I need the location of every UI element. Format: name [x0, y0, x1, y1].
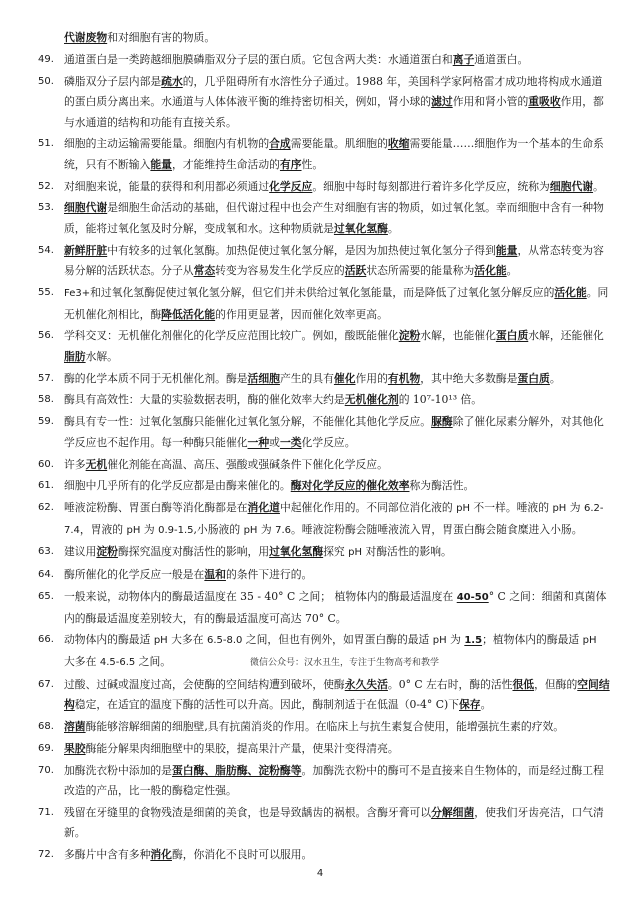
keyword-highlight: 能量 [150, 157, 172, 171]
text-segment: 不一样。唾液的 [470, 501, 553, 515]
keyword-highlight: 活化能 [554, 286, 587, 300]
item-number: 68. [38, 720, 54, 732]
text-segment: 。 [506, 264, 518, 278]
item-number: 53. [38, 202, 54, 214]
text-segment: 建议用 [64, 545, 97, 559]
item-text [64, 393, 482, 406]
keyword-highlight: 细胞代谢 [64, 201, 108, 215]
text-segment: 。0° C 左右时，酶的活性 [387, 677, 513, 691]
continuation-text [38, 28, 610, 49]
item-text [64, 678, 610, 712]
text-segment: 对细胞来说，能量的获得和利用都必须通过 [64, 179, 270, 193]
item-text [64, 53, 528, 66]
text-segment: 作用的 [355, 371, 388, 385]
text-segment: ° C 之间：细菌和真菌体内的酶最适温度差别较大，有的酶最适温度可高达 70° C。 [64, 590, 607, 625]
keyword-highlight: 无机 [85, 457, 108, 471]
text-segment: 酶具有高效性：大量的实验数据表明，酶的催化效率大约是 [64, 393, 345, 407]
list-item [38, 198, 610, 239]
text-segment: ，胃液的 [79, 522, 127, 536]
item-text [64, 180, 604, 193]
text-segment: 。加酶洗衣粉中的酶可不是直接来自生物体的，而是经过酶工程改造的产品，比一般的酶稳定性强。 [64, 763, 604, 798]
list-item [38, 717, 610, 738]
item-text [64, 329, 604, 363]
item-number: 63. [38, 546, 54, 558]
keyword-highlight: 催化 [333, 371, 356, 385]
item-number: 57. [38, 372, 54, 384]
list-item [38, 761, 610, 802]
text-segment: 水解，也能催化 [420, 329, 496, 343]
text-segment: 作用，都与水通道的结构和功能有直接关系。 [64, 95, 604, 129]
item-number: 55. [38, 287, 54, 299]
item-text [64, 458, 388, 471]
text-segment: 产生的具有 [279, 371, 334, 385]
keyword-highlight: 淀粉 [96, 545, 118, 559]
item-text [64, 372, 561, 385]
text-segment: 过酸、过碱或温度过高，会使酶的空间结构遭到破坏，使酶 [64, 677, 345, 691]
text-segment: 转变为容易发生化学反应的 [215, 264, 345, 278]
item-text [64, 633, 597, 668]
item-number: 50. [38, 75, 54, 87]
item-number: 52. [38, 180, 54, 192]
list-item [38, 369, 610, 390]
list-item [38, 72, 610, 134]
keyword-highlight: 1.5 [464, 635, 483, 647]
keyword-highlight: 重吸收 [528, 95, 561, 109]
list-item [38, 675, 610, 716]
keyword-highlight: 细胞代谢 [549, 179, 594, 193]
keyword-highlight: 过氧化氢酶 [333, 221, 388, 235]
keyword-highlight: 分解细菌 [431, 805, 475, 819]
numbered-list [38, 50, 610, 866]
item-text [64, 286, 608, 321]
text-segment: 之间。 [135, 654, 172, 668]
keyword-highlight: 空间结构 [64, 677, 610, 712]
text-segment: 化学反应。 [301, 435, 356, 449]
text-segment: 酶能够溶解细菌的细胞壁,具有抗菌消炎的作用。在临床上与抗生素复合使用，能增强抗生素的疗效。 [85, 719, 565, 733]
keyword-highlight: 蛋白酶、脂肪酶、淀粉酶等 [171, 763, 302, 777]
keyword-highlight: 疏水 [161, 74, 183, 88]
text-segment: 。 [480, 698, 492, 712]
text-segment: 之间，但也有例外，如胃蛋白酶的最适 [242, 633, 433, 647]
item-number: 49. [38, 53, 54, 65]
text-segment: 的条件下进行的。 [225, 568, 313, 582]
keyword-highlight: 淀粉 [398, 329, 421, 343]
keyword-highlight: 降低活化能 [161, 307, 216, 321]
item-text [64, 137, 604, 171]
item-number: 64. [38, 569, 54, 581]
item-text [64, 764, 604, 798]
text-segment: 通道蛋白是一类跨越细胞膜磷脂双分子层的蛋白质。它包含两大类：水通道蛋白和 [64, 52, 453, 66]
text-segment: 中起催化作用的。不同部位消化液的 [279, 501, 457, 515]
item-number: 71. [38, 806, 54, 818]
text-segment: 需要能量。肌细胞的 [290, 137, 388, 151]
text-segment: 6.5-8.0 [206, 635, 243, 647]
text-segment: 为 [140, 522, 159, 536]
text-segment: 水解，还能催化 [528, 329, 604, 343]
text-segment: 。 [593, 179, 604, 193]
text-segment: 。同无机催化剂相比，酶 [64, 286, 609, 321]
list-item [38, 845, 610, 866]
item-text [64, 244, 604, 278]
text-segment: pH [456, 503, 470, 515]
text-segment: 酶的化学本质不同于无机催化剂。酶是 [64, 371, 248, 385]
keyword-highlight: 消化 [150, 848, 172, 862]
text-segment: ，其中绝大多数酶是 [420, 371, 518, 385]
text-segment: Fe3+ [64, 288, 91, 300]
item-text [64, 479, 474, 492]
item-text [64, 806, 604, 840]
item-text [64, 848, 312, 861]
text-segment: 多酶片中含有多种 [64, 848, 151, 862]
keyword-highlight: 消化道 [247, 501, 280, 515]
item-number: 60. [38, 458, 54, 470]
keyword-highlight: 一种 [247, 435, 270, 449]
item-text [64, 568, 312, 581]
list-item [38, 412, 610, 453]
list-item [38, 134, 610, 175]
keyword-highlight: 合成 [269, 137, 291, 151]
keyword-highlight: 很低 [512, 677, 535, 691]
keyword-highlight: 永久失活 [344, 677, 388, 691]
text-segment: pH [153, 635, 168, 647]
list-item [38, 565, 610, 586]
list-item [38, 50, 610, 71]
text-segment: 许多 [64, 457, 86, 471]
item-number: 61. [38, 480, 54, 492]
text-segment: 大多在 [167, 633, 207, 647]
item-number: 58. [38, 394, 54, 406]
text-segment: 对酶活性的影响。 [362, 545, 452, 559]
text-segment: pH [582, 635, 597, 647]
item-number: 59. [38, 416, 54, 428]
list-item [38, 177, 610, 198]
text-segment: ，但酶的 [534, 677, 578, 691]
text-segment: pH [243, 524, 258, 536]
list-item [38, 587, 610, 629]
text-segment: pH [552, 503, 567, 515]
watermark-text: 微信公众号：汉水丑生，专注于生物高考和教学 [250, 657, 440, 668]
keyword-highlight: 有序 [279, 157, 302, 171]
keyword-highlight: 溶菌 [64, 719, 86, 733]
text-segment: 残留在牙缝里的食物残渣是细菌的美食，也是导致龋齿的祸根。含酶牙膏可以 [64, 805, 432, 819]
text-segment: 中有较多的过氧化氢酶。加热促使过氧化氢分解，是因为加热使过氧化氢分子得到 [107, 243, 496, 257]
text-segment: 或 [269, 435, 280, 449]
keyword-highlight: 酶对化学反应的催化效率 [290, 479, 410, 493]
text-segment: pH [126, 524, 141, 536]
keyword-highlight: 无机催化剂 [344, 393, 399, 407]
item-number: 56. [38, 330, 54, 342]
keyword-highlight: 活化能 [474, 264, 507, 278]
keyword-highlight: 代谢废物 [64, 31, 108, 44]
text-segment: 探究 [323, 545, 349, 559]
list-item [38, 390, 610, 411]
text-segment: 酶探究温度对酶活性的影响，用 [117, 545, 270, 559]
keyword-highlight: 蛋白质 [517, 371, 550, 385]
list-item [38, 803, 610, 844]
item-number: 66. [38, 634, 54, 646]
keyword-highlight: 蛋白质 [495, 329, 529, 343]
keyword-highlight: 新鲜肝脏 [64, 243, 108, 257]
list-item [38, 630, 610, 673]
keyword-highlight: 保存 [459, 698, 481, 712]
text-segment: 通道蛋白。 [474, 52, 529, 66]
keyword-highlight: 一类 [279, 435, 302, 449]
item-number: 51. [38, 138, 54, 150]
item-text [64, 501, 604, 536]
keyword-highlight: 收缩 [387, 137, 410, 151]
item-text [64, 742, 399, 755]
text-segment: 7.6 [275, 524, 292, 536]
item-text [64, 545, 452, 558]
text-segment: pH [432, 635, 447, 647]
keyword-highlight: 脲酶 [431, 415, 453, 429]
keyword-highlight: 滤过 [431, 95, 453, 109]
keyword-highlight: 离子 [452, 52, 475, 66]
text-segment: 状态所需要的能量称为 [366, 264, 475, 278]
text-segment: 酶所催化的化学反应一般是在 [64, 568, 205, 582]
text-segment: ,小肠液的 [193, 522, 244, 536]
item-number: 72. [38, 849, 54, 861]
text-segment: 酶，你消化不良时可以服用。 [171, 848, 313, 862]
keyword-highlight: 果胶 [64, 741, 86, 755]
keyword-highlight: 活细胞 [247, 371, 280, 385]
keyword-highlight: 常态 [193, 264, 216, 278]
keyword-highlight: 活跃 [344, 264, 367, 278]
text-segment: 的 10⁷-10¹³ 倍。 [398, 393, 483, 407]
text-segment: 动物体内的酶最适 [64, 633, 154, 647]
text-segment: 和对细胞有害的物质。 [107, 31, 216, 44]
item-number: 70. [38, 764, 54, 776]
text-segment: 大多在 [64, 654, 100, 668]
list-item [38, 542, 610, 564]
keyword-highlight: 化学反应 [269, 179, 313, 193]
item-text [64, 75, 604, 129]
list-item [38, 739, 610, 760]
keyword-highlight: 能量 [495, 243, 518, 257]
item-number: 67. [38, 678, 54, 690]
text-segment: 为 [446, 633, 465, 647]
list-item [38, 455, 610, 476]
item-number: 69. [38, 742, 54, 754]
text-segment: 为 [566, 501, 584, 515]
text-segment: 稳定，在适宜的温度下酶的活性可以升高。因此，酶制剂适于在低温（0-4° C)下 [74, 698, 459, 712]
text-segment: ，才能维持生命活动的 [171, 157, 280, 171]
text-segment: 6.2-7.4 [64, 503, 604, 536]
item-number: 54. [38, 244, 54, 256]
text-segment: 。细胞中每时每刻都进行着许多化学反应，统称为 [312, 179, 550, 193]
text-segment: 水解。 [85, 349, 118, 363]
text-segment: 细胞中几乎所有的化学反应都是由酶来催化的。 [64, 479, 291, 493]
text-segment: 。唾液淀粉酶会随唾液流入胃，胃蛋白酶会随食糜进入小肠。 [291, 522, 583, 536]
document-page [38, 28, 610, 867]
text-segment: ；植物体内的酶最适 [482, 633, 583, 647]
text-segment: 是细胞生命活动的基础，但代谢过程中也会产生对细胞有害的物质，如过氧化氢。幸而细胞中含有一种物质，能将过氧化氢及时分解，变成氧和水。这种物质就是 [64, 201, 604, 235]
text-segment: 学科交叉：无机催化剂催化的化学反应范围比较广。例如，酸既能催化 [64, 329, 399, 343]
text-segment: ，使我们牙齿亮洁，口气清新。 [64, 805, 604, 840]
text-segment: 称为酶活性。 [409, 479, 475, 493]
text-segment: 0.9-1.5 [158, 524, 194, 536]
list-item [38, 326, 610, 367]
text-segment: 酶具有专一性：过氧化氢酶只能催化过氧化氢分解，不能催化其他化学反应。 [64, 415, 432, 429]
text-segment: 4.5-6.5 [99, 656, 136, 668]
text-segment: 唾液淀粉酶、胃蛋白酶等消化酶都是在 [64, 501, 248, 515]
keyword-highlight: 有机物 [387, 371, 421, 385]
item-text [64, 201, 604, 235]
text-segment: 除了催化尿素分解外，对其他化学反应也不起作用。每一种酶只能催化 [64, 415, 604, 449]
text-segment: ，从常态转变为容易分解的活跃状态。分子从 [64, 243, 604, 278]
text-segment: 需要能量……细胞作为一个基本的生命系统，只有不断输入 [64, 137, 604, 171]
item-text [64, 415, 604, 449]
list-item [38, 498, 610, 541]
text-segment: 细胞的主动运输需要能量。细胞内有机物的 [64, 137, 270, 151]
keyword-highlight: 过氧化氢酶 [269, 545, 324, 559]
text-segment: 一般来说，动物体内的酶最适温度在 35 - 40° C 之间； 植物体内的酶最适温度在 [64, 590, 457, 604]
text-segment: 的，几乎阻碍所有水溶性分子通过。1988 年，美国科学家阿格雷才成功地将构成水通道的蛋白质分离出来。水通道与人体体液平衡的维持密切相关，例如，肾小球的 [64, 74, 603, 109]
text-segment: 加酶洗衣粉中添加的是 [64, 763, 172, 777]
text-segment: 作用和肾小管的 [452, 95, 529, 109]
list-item [38, 241, 610, 282]
keyword-highlight: 40-50 [456, 592, 489, 604]
text-segment: 。 [549, 371, 561, 385]
keyword-highlight: 脂肪 [64, 349, 86, 363]
item-number: 65. [38, 591, 54, 603]
text-segment: 磷脂双分子层内部是 [64, 74, 162, 88]
text-segment: 酶能分解果肉细胞壁中的果胶，提高果汁产量，使果汁变得清亮。 [85, 741, 399, 755]
page-number: 4 [316, 868, 324, 879]
text-segment: 为 [257, 522, 276, 536]
text-segment: pH [348, 547, 363, 559]
text-segment: 催化剂能在高温、高压、强酸或强碱条件下催化化学反应。 [107, 457, 388, 471]
item-text [64, 590, 606, 625]
text-segment: 。 [387, 221, 399, 235]
text-segment: 的作用更显著，因而催化效率更高。 [215, 307, 388, 321]
text-segment: 性。 [301, 157, 324, 171]
list-item [38, 476, 610, 497]
item-text [64, 720, 564, 733]
keyword-highlight: 温和 [204, 568, 226, 582]
text-segment: 和过氧化氢酶促使过氧化氢分解，但它们并未供给过氧化氢能量，而是降低了过氧化氢分解反应的 [90, 286, 555, 300]
item-number: 62. [38, 502, 54, 514]
list-item [38, 283, 610, 325]
